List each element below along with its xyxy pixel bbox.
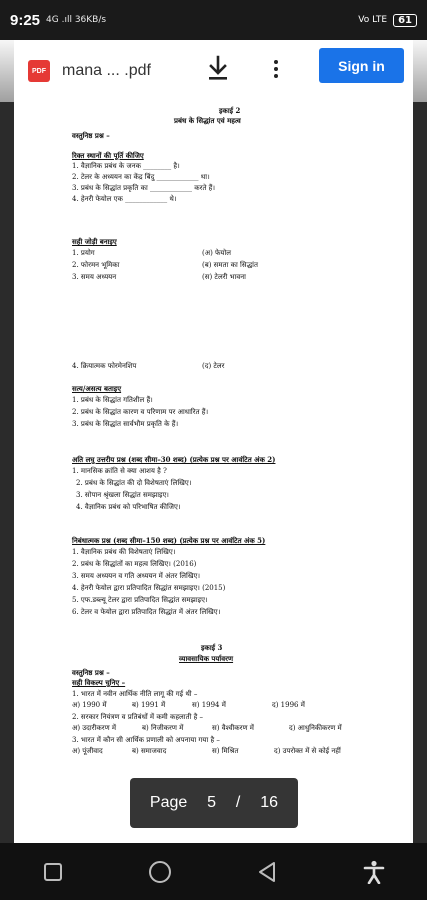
match-right-1: (अ) फेयोल — [202, 249, 232, 257]
mcq-3-opt-b: ब) समाजवाद — [132, 747, 167, 755]
fill-blanks-title: रिक्त स्थानों की पूर्ति कीजिए — [72, 151, 144, 160]
battery-icon: 61 — [393, 14, 417, 27]
long-answer-1: 1. वैज्ञानिक प्रबंध की विशेषताएं लिखिए। — [72, 548, 176, 556]
very-short-title: अति लघु उत्तरीय प्रश्न (शब्द सीमा–30 शब्द) (प्रत्येक प्रश्न पर आवंटित अंक 2) — [72, 455, 276, 464]
mcq-1: 1. भारत में नवीन आर्थिक नीति लागू की गई थी – — [72, 690, 198, 698]
pdf-viewer[interactable] — [0, 40, 427, 843]
truefalse-2: 2. प्रबंध के सिद्धांत कारण व परिणाम पर आधारित हैं। — [72, 408, 209, 416]
mcq-3-opt-d: द) उपरोक्त में से कोई नहीं — [274, 747, 341, 755]
truefalse-1: 1. प्रबंध के सिद्धांत गतिशील हैं। — [72, 396, 153, 404]
system-nav-bar — [0, 843, 427, 900]
download-icon[interactable] — [205, 54, 231, 84]
match-right-2: (ब) समता का सिद्धांत — [202, 261, 258, 269]
page-total: 16 — [260, 794, 279, 811]
mcq-2-opt-c: स) वैश्वीकरण में — [212, 724, 254, 732]
mcq-1-opt-c: स) 1994 में — [192, 701, 226, 709]
mcq-1-opt-d: द) 1996 में — [272, 701, 305, 709]
choose-title: सही विकल्प चुनिए – — [72, 678, 126, 687]
fill-blank-1: 1. वैज्ञानिक प्रबंध के जनक ________ है। — [72, 162, 180, 170]
mcq-1-opt-b: ब) 1991 में — [132, 701, 166, 709]
recent-apps-icon[interactable] — [38, 857, 68, 887]
very-short-3: 3. सोपान श्रृंखला सिद्धांत समझाइए। — [76, 491, 169, 499]
unit3-title: व्यावसायिक पर्यावरण — [179, 654, 234, 663]
long-answer-4: 4. हेनरी फेयोल द्वारा प्रतिपादित सिद्धांत समझाइए। (2015) — [72, 584, 226, 592]
long-answer-2: 2. प्रबंध के सिद्धांतों का महत्व लिखिए। (2016) — [72, 560, 197, 568]
status-time: 9:25 — [10, 11, 41, 29]
mcq-3-opt-a: अ) पूंजीवाद — [72, 747, 103, 755]
mcq-2-opt-b: ब) निजीकरण में — [142, 724, 184, 732]
long-answer-title: निबंधात्मक प्रश्न (शब्द सीमा–150 शब्द) (प्रत्येक प्रश्न पर आवंटित अंक 5) — [72, 536, 266, 545]
volte-indicator: Vo LTE — [358, 15, 388, 25]
accessibility-icon[interactable] — [359, 857, 389, 887]
mcq-2-opt-a: अ) उदारीकरण में — [72, 724, 117, 732]
unit-heading: इकाई 2 — [219, 106, 241, 115]
unit-title: प्रबंध के सिद्धांत एवं महत्व — [174, 116, 241, 125]
match-left-2: 2. फोरमन भूमिका — [72, 261, 120, 269]
page-current: 5 — [207, 794, 217, 811]
status-bar — [0, 0, 427, 40]
mcq-2-opt-d: द) आधुनिकीकरण में — [289, 724, 342, 732]
more-vert-icon[interactable] — [266, 54, 286, 84]
objective-heading: वस्तुनिष्ठ प्रश्न – — [72, 131, 110, 140]
match-right-4: (द) टेलर — [202, 362, 225, 370]
truefalse-title: सत्य/असत्य बताइए — [72, 384, 122, 393]
mcq-3-opt-c: स) मिश्रित — [212, 747, 239, 755]
unit3-heading: इकाई 3 — [201, 643, 223, 652]
pdf-icon: PDF — [28, 60, 50, 82]
long-answer-6: 6. टेलर व फेयोल द्वारा प्रतिपादित सिद्धांत में अंतर लिखिए। — [72, 608, 221, 616]
back-icon[interactable] — [252, 857, 282, 887]
match-left-4: 4. क्रियात्मक फोरमेनशिप — [72, 362, 137, 370]
page-label: Page — [149, 794, 188, 811]
fill-blank-4: 4. हेनरी फेयोल एक ____________ थे। — [72, 195, 177, 203]
truefalse-3: 3. प्रबंध के सिद्धांत सार्वभौम प्रकृति के हैं। — [72, 420, 179, 428]
app-top-bar — [0, 40, 427, 102]
status-right — [358, 14, 417, 27]
fill-blank-2: 2. टेलर के अध्ययन का केंद्र बिंदु ____________ था। — [72, 173, 210, 181]
network-indicators: 4G .ıll 36KB/s — [46, 15, 107, 25]
match-right-3: (स) टेलरी भावना — [202, 273, 246, 281]
very-short-2: 2. प्रबंध के सिद्धांत की दो विशेषताएं लिखिए। — [76, 479, 192, 487]
match-left-1: 1. प्रयोग — [72, 249, 95, 257]
match-left-3: 3. समय अध्ययन — [72, 273, 117, 281]
very-short-1: 1. मानसिक क्रांति से क्या आशय है ? — [72, 467, 167, 475]
match-title: सही जोड़ी बनाइए — [72, 237, 117, 246]
mcq-2: 2. सरकार नियंत्रण व प्रतिबंधों में कमी कहलाती है – — [72, 713, 204, 721]
mcq-1-opt-a: अ) 1990 में — [72, 701, 107, 709]
pdf-page-5 — [14, 312, 413, 843]
fill-blank-3: 3. प्रबंध के सिद्धांत प्रकृति का ____________ करते हैं। — [72, 184, 216, 192]
long-answer-5: 5. एफ.डब्ल्यू टेलर द्वारा प्रतिपादित सिद्धांत समझाइए। — [72, 596, 208, 604]
very-short-4: 4. वैज्ञानिक प्रबंध को परिभाषित कीजिए। — [76, 503, 181, 511]
page-indicator — [130, 778, 298, 828]
long-answer-3: 3. समय अध्ययन व गति अध्ययन में अंतर लिखिए। — [72, 572, 201, 580]
sign-in-button[interactable]: Sign in — [319, 48, 404, 83]
mcq-3: 3. भारत में कौन सी आर्थिक प्रणाली को अपनाया गया है – — [72, 736, 220, 744]
home-icon[interactable] — [145, 857, 175, 887]
unit3-objective: वस्तुनिष्ठ प्रश्न – — [72, 668, 110, 677]
file-title[interactable]: mana ... .pdf — [62, 62, 151, 79]
page-separator: / — [235, 794, 241, 811]
